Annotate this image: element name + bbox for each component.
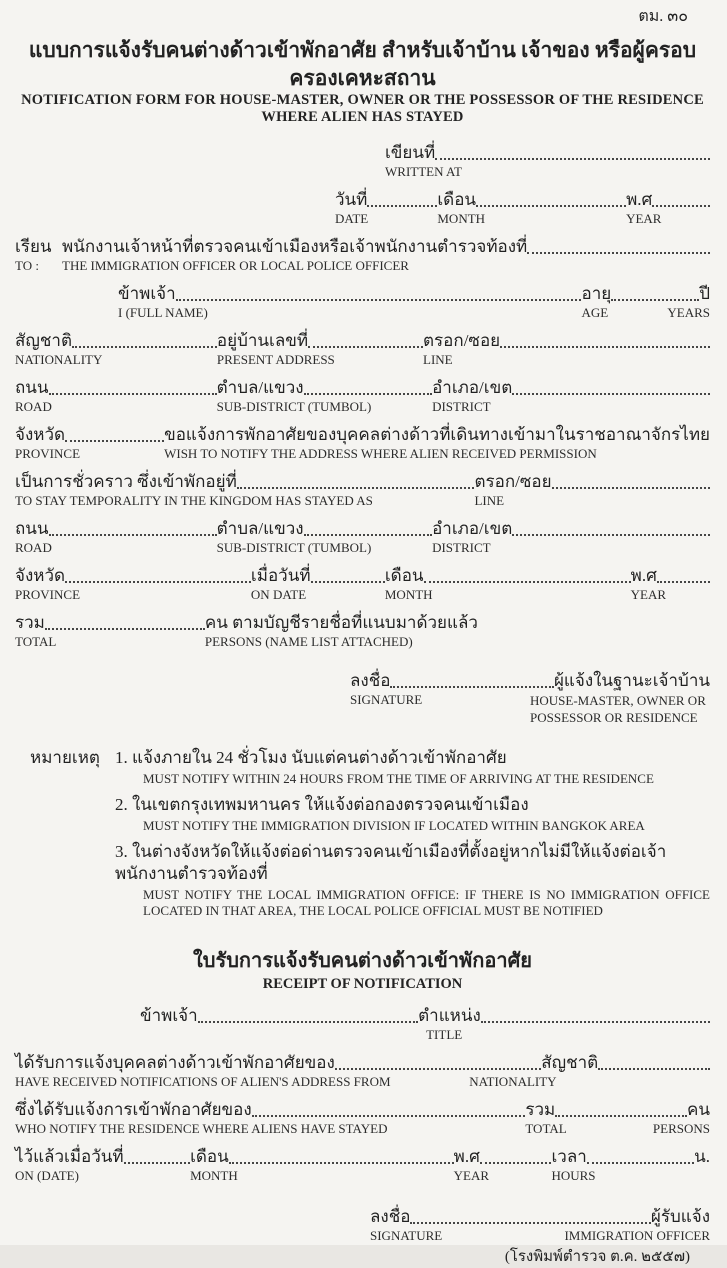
label-receipt-year: พ.ศ YEAR xyxy=(453,1147,490,1183)
field-province2-blank[interactable] xyxy=(65,581,251,583)
label-receipt-nationality: สัญชาติ NATIONALITY xyxy=(469,1053,599,1089)
label-subdistrict1: ตำบล/แขวง SUB-DISTRICT (TUMBOL) xyxy=(216,378,372,414)
field-officer-blank[interactable] xyxy=(527,252,710,254)
field-road2-blank[interactable] xyxy=(49,534,217,536)
field-district1-blank[interactable] xyxy=(512,393,710,395)
field-present-address-blank[interactable] xyxy=(308,346,423,348)
row-receipt-full-name xyxy=(140,1005,710,1042)
row-total xyxy=(15,612,710,649)
field-receipt-year-blank[interactable] xyxy=(480,1162,552,1164)
row-written-at xyxy=(385,142,710,179)
row-to xyxy=(15,236,710,273)
label-on-date: เมื่อวันที่ ON DATE xyxy=(250,566,311,602)
label-receipt-position: ตำแหน่ง TITLE xyxy=(418,1006,481,1042)
row-date xyxy=(335,189,710,226)
notes-section xyxy=(15,747,710,926)
label-province1: จังหวัด PROVINCE xyxy=(15,425,81,461)
field-receipt-position-blank[interactable] xyxy=(481,1021,710,1023)
label-total: รวม TOTAL xyxy=(15,613,57,649)
row-signature-housemaster xyxy=(350,670,710,725)
label-age: อายุ AGE xyxy=(581,284,612,320)
field-lane2-blank[interactable] xyxy=(552,487,710,489)
label-year2: พ.ศ YEAR xyxy=(630,566,667,602)
field-receipt-month-blank[interactable] xyxy=(229,1162,454,1164)
label-to: เรียน TO : xyxy=(15,237,52,273)
field-subdistrict1-blank[interactable] xyxy=(304,393,433,395)
label-lane2: ตรอก/ซอย LINE xyxy=(474,472,552,508)
label-present-address: อยู่บ้านเลขที่ PRESENT ADDRESS xyxy=(216,331,335,367)
field-date-blank[interactable] xyxy=(367,205,437,207)
field-district2-blank[interactable] xyxy=(512,534,710,536)
label-receipt-time: เวลา HOURS xyxy=(551,1147,596,1183)
field-road1-blank[interactable] xyxy=(49,393,217,395)
field-province1-blank[interactable] xyxy=(65,440,164,442)
field-signature2-blank[interactable] xyxy=(410,1222,650,1224)
field-nationality-blank[interactable] xyxy=(72,346,217,348)
form-title-english-line1: NOTIFICATION FORM FOR HOUSE-MASTER, OWNER OR THE POSSESSOR OF THE RESIDENCE xyxy=(21,92,704,108)
label-who-notify: ซึ่งได้รับแจ้งการเข้าพักอาศัยของ WHO NOTIFY THE RESIDENCE WHERE ALIENS HAVE STAYED xyxy=(15,1100,388,1136)
field-receipt-full-name-blank[interactable] xyxy=(198,1021,418,1023)
printing-house-note: (โรงพิมพ์ตำรวจ ต.ค. ๒๕๕๗) xyxy=(504,1249,690,1265)
note-item-1: 1. แจ้งภายใน 24 ชั่วโมง นับแต่คนต่างด้าวเข้าพักอาศัย MUST NOTIFY WITHIN 24 HOURS FROM THE TIME OF ARRIVING AT THE RESIDENCE xyxy=(115,748,654,786)
field-year2-blank[interactable] xyxy=(657,581,710,583)
field-signature1-blank[interactable] xyxy=(390,686,553,688)
field-written-at-blank[interactable] xyxy=(435,158,710,160)
field-month2-blank[interactable] xyxy=(424,581,631,583)
label-officer-role: ผู้รับแจ้ง IMMIGRATION OFFICER xyxy=(564,1207,710,1243)
note-item-2: 2. ในเขตกรุงเทพมหานคร ให้แจ้งต่อกองตรวจคนเข้าเมือง MUST NOTIFY THE IMMIGRATION DIVISION IF LOCATED WITHIN BANGKOK AREA xyxy=(115,795,645,833)
field-receipt-total-blank[interactable] xyxy=(555,1115,687,1117)
field-full-name-blank[interactable] xyxy=(176,299,582,301)
row-province1 xyxy=(15,424,710,461)
field-year-blank[interactable] xyxy=(652,205,710,207)
form-code: ตม. ๓๐ xyxy=(638,8,688,25)
label-date: วันที่ DATE xyxy=(335,190,369,226)
label-full-name: ข้าพเจ้า I (FULL NAME) xyxy=(118,284,208,320)
label-nationality: สัญชาติ NATIONALITY xyxy=(15,331,103,367)
field-total-blank[interactable] xyxy=(45,628,205,630)
label-notify-statement: ขอแจ้งการพักอาศัยของบุคคลต่างด้าวที่เดินทางเข้ามาในราชอาณาจักรไทย WISH TO NOTIFY THE ADDRESS WHERE ALIEN RECEIVED PERMISSION xyxy=(164,425,710,461)
label-signature2: ลงชื่อ SIGNATURE xyxy=(370,1207,443,1243)
field-subdistrict2-blank[interactable] xyxy=(304,534,433,536)
label-receipt-month: เดือน MONTH xyxy=(190,1147,238,1183)
row-temporary-stay xyxy=(15,471,710,508)
label-receipt-persons: คน PERSONS xyxy=(652,1100,710,1136)
field-month-blank[interactable] xyxy=(476,205,626,207)
label-receipt-total: รวม TOTAL xyxy=(525,1100,567,1136)
field-receipt-date-blank[interactable] xyxy=(124,1162,190,1164)
field-lane1-blank[interactable] xyxy=(500,346,710,348)
form-title-thai: แบบการแจ้งรับคนต่างด้าวเข้าพักอาศัย สำหรับเจ้าบ้าน เจ้าของ หรือผู้ครอบครองเคหะสถาน xyxy=(28,38,697,90)
field-received-from-blank[interactable] xyxy=(335,1068,541,1070)
label-district1: อำเภอ/เขต DISTRICT xyxy=(432,378,513,414)
label-lane1: ตรอก/ซอย LINE xyxy=(423,331,501,367)
row-who-notify xyxy=(15,1099,710,1136)
label-officer: พนักงานเจ้าหน้าที่ตรวจคนเข้าเมืองหรือเจ้าพนักงานตำรวจท้องที่ THE IMMIGRATION OFFICER OR LOCAL POLICE OFFICER xyxy=(62,237,528,273)
label-hours-unit: น. xyxy=(694,1147,711,1166)
label-year: พ.ศ YEAR xyxy=(626,190,662,226)
label-subdistrict2: ตำบล/แขวง SUB-DISTRICT (TUMBOL) xyxy=(216,519,372,555)
form-title-english-line2: WHERE ALIEN HAS STAYED xyxy=(261,109,464,125)
note-item-3: 3. ในต่างจังหวัดให้แจ้งต่อด่านตรวจคนเข้าเมืองที่ตั้งอยู่หากไม่มีให้แจ้งต่อเจ้าพนักงานตำรวจท้องที่ MUST NOTIFY THE LOCAL IMMIGRATION OFFICE: IF THERE IS NO IMMIGRATION OFFICE LOCATED IN THAT AREA, THE LOCAL POLICE OFFICIAL MUST BE NOTIFIED xyxy=(115,842,710,918)
field-age-blank[interactable] xyxy=(611,299,699,301)
label-province2: จังหวัด PROVINCE xyxy=(15,566,81,602)
row-signature-officer xyxy=(370,1206,710,1243)
housemaster-role-en-line1: HOUSE-MASTER, OWNER OR xyxy=(530,693,706,708)
label-housemaster-role: ผู้แจ้งในฐานะเจ้าบ้าน HOUSE-MASTER, OWNER OR POSSESSOR OR RESIDENCE xyxy=(530,671,710,725)
row-province2 xyxy=(15,565,710,602)
label-month2: เดือน MONTH xyxy=(384,566,433,602)
label-signature1: ลงชื่อ SIGNATURE xyxy=(350,671,423,707)
field-receipt-nationality-blank[interactable] xyxy=(598,1068,710,1070)
label-road1: ถนน ROAD xyxy=(15,378,52,414)
field-receipt-time-blank[interactable] xyxy=(587,1162,694,1164)
label-receipt-full-name: ข้าพเจ้า xyxy=(140,1006,198,1025)
label-temporary-stay: เป็นการชั่วคราว ซึ่งเข้าพักอยู่ที่ TO STAY TEMPORALITY IN THE KINGDOM HAS STAYED AS xyxy=(15,472,373,508)
field-who-notify-blank[interactable] xyxy=(252,1115,526,1117)
row-full-name xyxy=(118,283,710,320)
notes-label: หมายเหตุ xyxy=(30,748,100,767)
label-persons: คน ตามบัญชีรายชื่อที่แนบมาด้วยแล้ว PERSONS (NAME LIST ATTACHED) xyxy=(204,613,478,649)
housemaster-role-en-line2: POSSESSOR OR RESIDENCE xyxy=(530,710,698,725)
label-received-from: ได้รับการแจ้งบุคคลต่างด้าวเข้าพักอาศัยของ HAVE RECEIVED NOTIFICATIONS OF ALIEN'S ADDRESS FROM xyxy=(15,1053,391,1089)
row-received-from xyxy=(15,1052,710,1089)
label-receipt-on-date: ไว้แล้วเมื่อวันที่ ON (DATE) xyxy=(15,1147,124,1183)
row-nationality xyxy=(15,330,710,367)
field-on-date-blank[interactable] xyxy=(311,581,385,583)
row-road1 xyxy=(15,377,710,414)
receipt-title-thai: ใบรับการแจ้งรับคนต่างด้าวเข้าพักอาศัย xyxy=(193,950,532,972)
label-road2: ถนน ROAD xyxy=(15,519,52,555)
label-written-at: เขียนที่ WRITTEN AT xyxy=(385,143,462,179)
row-road2 xyxy=(15,518,710,555)
label-month: เดือน MONTH xyxy=(437,190,486,226)
field-stay-address-blank[interactable] xyxy=(237,487,475,489)
row-receipt-date xyxy=(15,1146,711,1183)
label-district2: อำเภอ/เขต DISTRICT xyxy=(432,519,513,555)
label-years: ปี YEARS xyxy=(667,284,710,320)
receipt-title-english: RECEIPT OF NOTIFICATION xyxy=(262,976,463,992)
